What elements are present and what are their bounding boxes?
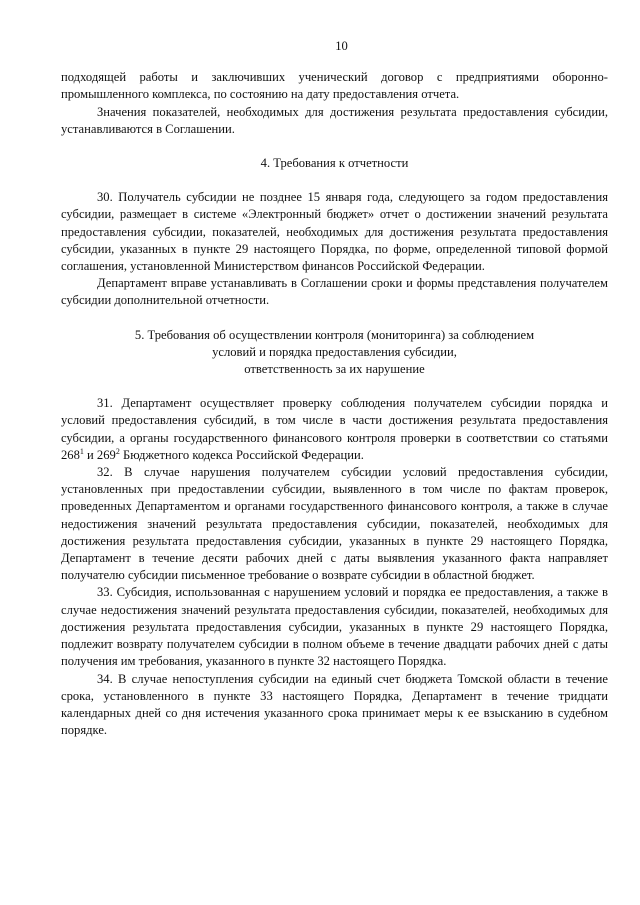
paragraph-department-reporting: Департамент вправе устанавливать в Соглашении сроки и формы представления получателем субсидии дополнительной отчетности. [61,276,608,308]
paragraph-31 [61,395,608,464]
paragraph-34: 34. В случае непоступления субсидии на единый счет бюджета Томской области в течение срока, установленного в пункте 33 настоящего Порядка, Департамент в течение тридцати календарных дней со дня истечения указанного срока принимает меры к ее взысканию в судебном порядке. [61,671,608,738]
section-5-heading-line-3: ответственность за их нарушение [244,362,425,377]
section-4-heading: 4. Требования к отчетности [260,156,409,171]
article-269-superscript: 2 [115,446,120,456]
section-5-heading-line-2: условий и порядка предоставления субсидии, [212,344,457,359]
paragraph-intro-continuation: подходящей работы и заключивших ученический договор с предприятиями оборонно-промышленного комплекса, по состоянию на дату предоставления отчета. [61,70,608,102]
section-5-heading [61,327,608,379]
paragraph-32: 32. В случае нарушения получателем субсидии условий предоставления субсидии, установленных при предоставлении субсидии, выявленного в том числе по фактам проверок, проведенных Департаментом и органами государственного финансового контроля, а также в случае недостижения значений результата предоставления субсидии, показателей, необходимых для достижения результата предоставления субсидии, указанных в пункте 29 настоящего Порядка, Департамент в течение десяти рабочих дней с даты выявления указанного факта направляет получателю субсидии письменное требование о возврате субсидии в областной бюджет. [61,465,608,583]
paragraph-31-text-a: 31. Департамент осуществляет проверку соблюдения получателем субсидии порядка и условий предоставления субсидий, в том числе в части достижения результата предоставления субсидии, а органы государственного финансового контроля проверки в соответствии со статьями 268 [61,396,608,462]
paragraph-33: 33. Субсидия, использованная с нарушением условий и порядка ее предоставления, а также в случае недостижения значений результата предоставления субсидии, показателей, необходимых для достижения результата предоставления субсидии, указанных в пункте 29 настоящего Порядка, подлежит возврату получателем субсидии в полном объеме в течение двадцати рабочих дней с даты получения им требования, указанного в пункте 32 настоящего Порядка. [61,585,608,669]
paragraph-31-text-c: Бюджетного кодекса Российской Федерации. [119,447,364,462]
paragraph-31-text-b: и 269 [83,447,116,462]
page-number: 10 [335,39,348,53]
section-5-heading-line-1: 5. Требования об осуществлении контроля (мониторинга) за соблюдением [134,327,535,342]
paragraph-30: 30. Получатель субсидии не позднее 15 января года, следующего за годом предоставления субсидии, размещает в системе «Электронный бюджет» отчет о достижении значений результата предоставления субсидии, показателей, необходимых для достижения результата предоставления субсидии, указанных в пункте 29 настоящего Порядка, по форме, определенной типовой формой соглашения, установленной Министерством финансов Российской Федерации. [61,190,608,274]
paragraph-indicators: Значения показателей, необходимых для достижения результата предоставления субсидии, устанавливаются в Соглашении. [61,104,608,136]
article-268-superscript: 1 [79,446,84,456]
